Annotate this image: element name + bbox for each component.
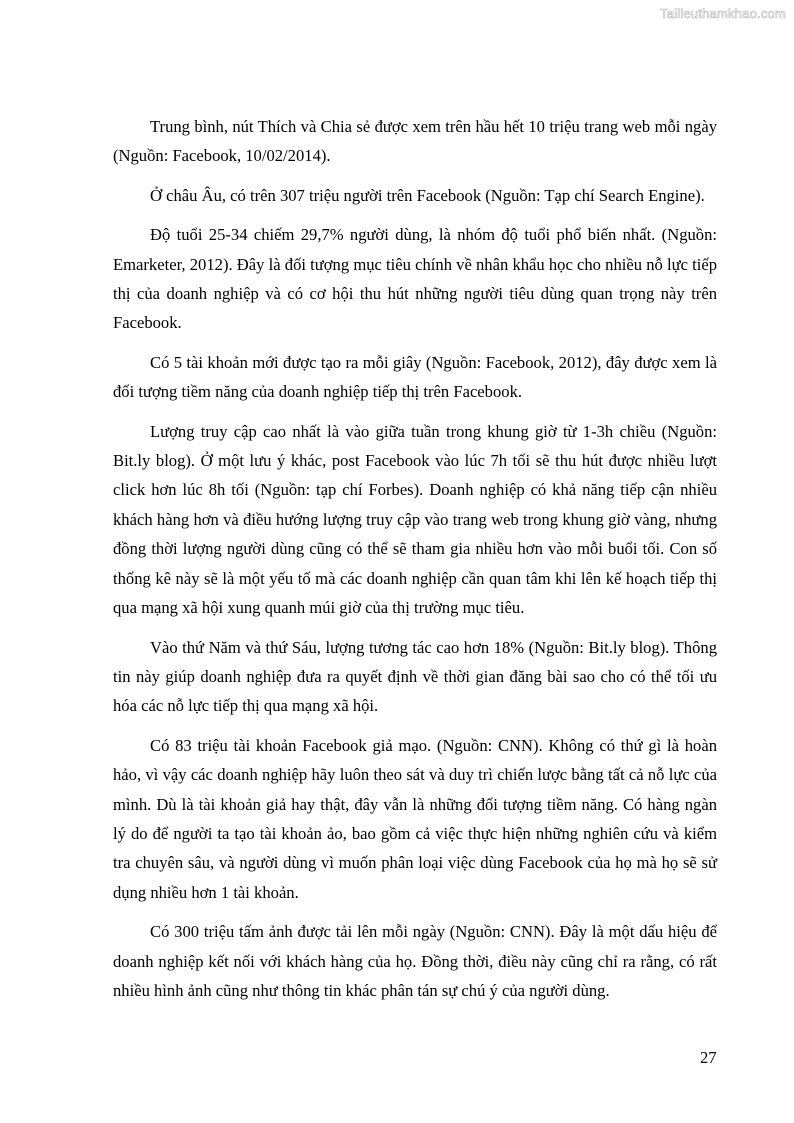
paragraph-fake-accounts: Có 83 triệu tài khoản Facebook giả mạo. (Nguồn: CNN). Không có thứ gì là hoàn hảo, vì vậy các doanh nghiệp hãy luôn theo sát và duy trì chiến lược bằng tất cả nỗ lực của mình. Dù là tài khoản giả hay thật, đây vẫn là những đối tượng tiềm năng. Có hàng ngàn lý do để người ta tạo tài khoản ảo, bao gồm cả việc thực hiện những nghiên cứu và kiểm tra chuyên sâu, và người dùng vì muốn phân loại việc dùng Facebook của họ mà họ sẽ sử dụng nhiều hơn 1 tài khoản.: [113, 735, 717, 902]
page-number: 27: [700, 1048, 717, 1067]
document-body: [113, 112, 717, 1015]
paragraph-photos-uploaded: Có 300 triệu tấm ảnh được tải lên mỗi ngày (Nguồn: CNN). Đây là một dấu hiệu để doanh nghiệp kết nối với khách hàng của họ. Đồng thời, điều này cũng chỉ ra rằng, có rất nhiều hình ảnh cũng như thông tin khác phân tán sự chú ý của người dùng.: [113, 922, 717, 1000]
paragraph-peak-traffic: Lượng truy cập cao nhất là vào giữa tuần trong khung giờ từ 1-3h chiều (Nguồn: Bit.ly blog). Ở một lưu ý khác, post Facebook vào lúc 7h tối sẽ thu hút được nhiều lượt click hơn lúc 8h tối (Nguồn: tạp chí Forbes). Doanh nghiệp có khả năng tiếp cận nhiều khách hàng hơn và điều hướng lượng truy cập vào trang web trong khung giờ vàng, nhưng đồng thời lượng người dùng cũng có thể sẽ tham gia nhiều hơn vào mỗi buổi tối. Con số thống kê này sẽ là một yếu tố mà các doanh nghiệp cần quan tâm khi lên kế hoạch tiếp thị qua mạng xã hội xung quanh múi giờ của thị trường mục tiêu.: [113, 421, 717, 618]
paragraph-like-share-views: Trung bình, nút Thích và Chia sẻ được xem trên hầu hết 10 triệu trang web mỗi ngày (Nguồn: Facebook, 10/02/2014).: [113, 117, 717, 166]
watermark: Tailieuthamkhao.com: [660, 6, 786, 21]
paragraph-new-accounts: Có 5 tài khoản mới được tạo ra mỗi giây (Nguồn: Facebook, 2012), đây được xem là đối tượng tiềm năng của doanh nghiệp tiếp thị trên Facebook.: [113, 352, 717, 402]
paragraph-age-group: Độ tuổi 25-34 chiếm 29,7% người dùng, là nhóm độ tuổi phổ biến nhất. (Nguồn: Emarketer, 2012). Đây là đối tượng mục tiêu chính về nhân khẩu học cho nhiều nỗ lực tiếp thị của doanh nghiệp và có cơ hội thu hút những người tiêu dùng quan trọng này trên Facebook.: [113, 225, 717, 333]
paragraph-europe-users: Ở châu Âu, có trên 307 triệu người trên Facebook (Nguồn: Tạp chí Search Engine).: [150, 185, 705, 205]
paragraph-thursday-friday: Vào thứ Năm và thứ Sáu, lượng tương tác cao hơn 18% (Nguồn: Bit.ly blog). Thông tin này giúp doanh nghiệp đưa ra quyết định về thời gian đăng bài sao cho có thể tối ưu hóa các nỗ lực tiếp thị qua mạng xã hội.: [113, 637, 717, 716]
